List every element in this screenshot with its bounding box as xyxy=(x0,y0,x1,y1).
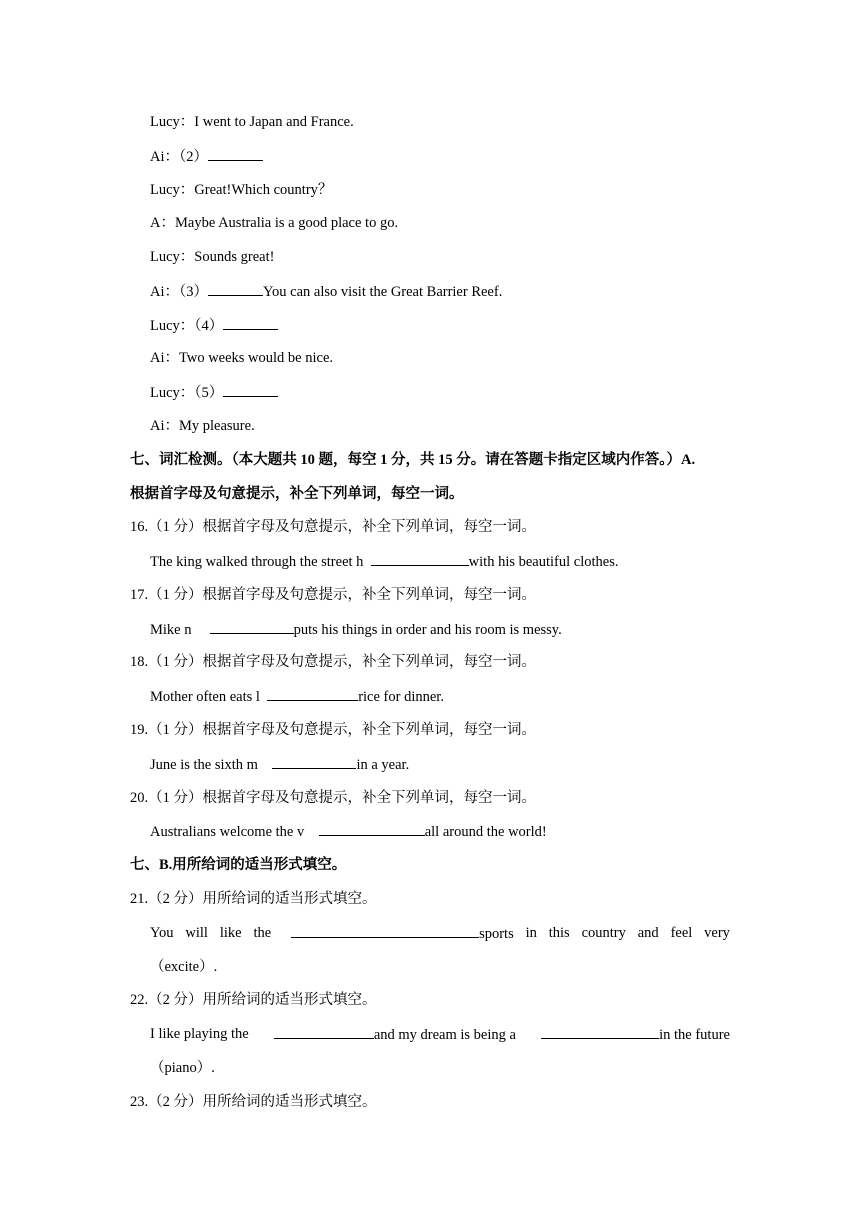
question-sentence xyxy=(150,1024,730,1045)
section-heading: 七、B.用所给词的适当形式填空。 xyxy=(130,857,347,873)
dialogue-line xyxy=(150,180,332,200)
answer-blank[interactable] xyxy=(223,382,278,397)
sentence-after: with his beautiful clothes. xyxy=(468,554,619,570)
dialogue-text: Sounds great! xyxy=(194,249,275,265)
answer-blank[interactable] xyxy=(371,551,469,566)
dialogue-text: I went to Japan and France. xyxy=(194,114,354,130)
question-number: 18. xyxy=(130,654,149,670)
dialogue-text: （5） xyxy=(194,385,224,401)
dialogue-line xyxy=(150,213,398,233)
answer-blank[interactable] xyxy=(208,281,263,296)
sentence-before: I like playing the xyxy=(150,1026,249,1042)
answer-blank[interactable] xyxy=(291,923,479,938)
dialogue-text: Maybe Australia is a good place to go. xyxy=(174,215,399,231)
answer-blank[interactable] xyxy=(208,146,263,161)
question-sentence xyxy=(150,686,444,707)
question-header xyxy=(130,990,377,1010)
speaker: Ai： xyxy=(150,418,179,434)
question-number: 17. xyxy=(130,587,149,603)
answer-blank[interactable] xyxy=(223,315,278,330)
answer-blank[interactable] xyxy=(274,1024,374,1039)
question-instruction: （2 分）用所给词的适当形式填空。 xyxy=(148,1094,377,1110)
sentence-after: puts his things in order and his room is messy. xyxy=(293,622,562,638)
dialogue-text: Great!Which country？ xyxy=(194,182,333,198)
sentence-before: June is the sixth m xyxy=(150,757,258,773)
speaker: Ai： xyxy=(150,350,179,366)
word: feel xyxy=(670,925,693,941)
dialogue-text: （2） xyxy=(179,149,208,165)
question-sentence xyxy=(150,923,730,944)
dialogue-line xyxy=(150,146,263,167)
speaker: Lucy： xyxy=(150,182,195,198)
question-sentence xyxy=(150,619,562,640)
word: You xyxy=(150,925,174,941)
word: very xyxy=(704,925,730,941)
sentence-middle: and my dream is being a xyxy=(373,1027,516,1043)
question-number: 20. xyxy=(130,790,149,806)
speaker: Ai： xyxy=(150,149,179,165)
answer-blank[interactable] xyxy=(319,821,425,836)
question-instruction: （1 分）根据首字母及句意提示，补全下列单词，每空一词。 xyxy=(148,654,536,670)
sentence-before: Mother often eats l xyxy=(150,689,260,705)
question-header xyxy=(130,652,536,672)
dialogue-line xyxy=(150,247,274,267)
sentence-after: all around the world! xyxy=(424,824,547,840)
question-instruction: （1 分）根据首字母及句意提示，补全下列单词，每空一词。 xyxy=(148,790,536,806)
speaker: Lucy： xyxy=(150,249,195,265)
question-header xyxy=(130,889,377,909)
answer-blank[interactable] xyxy=(541,1024,659,1039)
question-number: 22. xyxy=(130,992,149,1008)
dialogue-text: Two weeks would be nice. xyxy=(179,350,334,366)
speaker: Ai： xyxy=(150,284,179,300)
question-instruction: （1 分）根据首字母及句意提示，补全下列单词，每空一词。 xyxy=(148,722,536,738)
question-instruction: （1 分）根据首字母及句意提示，补全下列单词，每空一词。 xyxy=(148,519,536,535)
sentence-before: Australians welcome the v xyxy=(150,824,305,840)
dialogue-line xyxy=(150,416,255,436)
dialogue-line xyxy=(150,112,354,132)
dialogue-line xyxy=(150,315,278,336)
answer-blank[interactable] xyxy=(210,619,294,634)
question-header xyxy=(130,1092,377,1112)
question-number: 23. xyxy=(130,1094,149,1110)
speaker: Lucy： xyxy=(150,114,195,130)
word-hint: （piano）. xyxy=(150,1060,215,1076)
dialogue-line xyxy=(150,382,278,403)
question-instruction: （2 分）用所给词的适当形式填空。 xyxy=(148,891,377,907)
question-sentence xyxy=(150,551,618,572)
sentence-after: in the future xyxy=(659,1027,730,1043)
word: will xyxy=(185,925,208,941)
section-heading-continued: 根据首字母及句意提示，补全下列单词，每空一词。 xyxy=(130,486,464,502)
speaker: Lucy： xyxy=(150,318,195,334)
question-number: 19. xyxy=(130,722,149,738)
word: sports xyxy=(479,926,514,942)
speaker: A： xyxy=(150,215,175,231)
word: and xyxy=(637,925,659,941)
question-header xyxy=(130,585,536,605)
question-sentence xyxy=(150,754,409,775)
word: like xyxy=(219,925,242,941)
dialogue-line xyxy=(150,348,333,368)
section-heading: 七、词汇检测。（本大题共 10 题，每空 1 分，共 15 分。请在答题卡指定区域内作答。）A. xyxy=(130,452,696,468)
sentence-before: Mike n xyxy=(150,622,192,638)
word-hint: （excite）. xyxy=(150,959,218,975)
blank-group xyxy=(283,923,514,944)
speaker: Lucy： xyxy=(150,385,195,401)
question-instruction: （1 分）根据首字母及句意提示，补全下列单词，每空一词。 xyxy=(148,587,536,603)
sentence-after: rice for dinner. xyxy=(358,689,444,705)
question-number: 21. xyxy=(130,891,149,907)
word: the xyxy=(253,925,272,941)
sentence-before: The king walked through the street h xyxy=(150,554,364,570)
question-header xyxy=(130,788,536,808)
question-header xyxy=(130,517,536,537)
question-number: 16. xyxy=(130,519,149,535)
word: in xyxy=(525,925,537,941)
question-header xyxy=(130,720,536,740)
answer-blank[interactable] xyxy=(272,754,356,769)
word: this xyxy=(548,925,570,941)
blank-group xyxy=(274,1024,516,1045)
word: country xyxy=(581,925,626,941)
dialogue-text: （4） xyxy=(194,318,224,334)
dialogue-text: （3） xyxy=(179,284,208,300)
dialogue-text-after: You can also visit the Great Barrier Reef. xyxy=(263,284,503,300)
answer-blank[interactable] xyxy=(267,686,358,701)
sentence-after: in a year. xyxy=(356,757,410,773)
dialogue-line xyxy=(150,281,502,302)
question-instruction: （2 分）用所给词的适当形式填空。 xyxy=(148,992,377,1008)
question-sentence xyxy=(150,821,547,842)
dialogue-text: My pleasure. xyxy=(179,418,255,434)
blank-group xyxy=(541,1024,730,1045)
